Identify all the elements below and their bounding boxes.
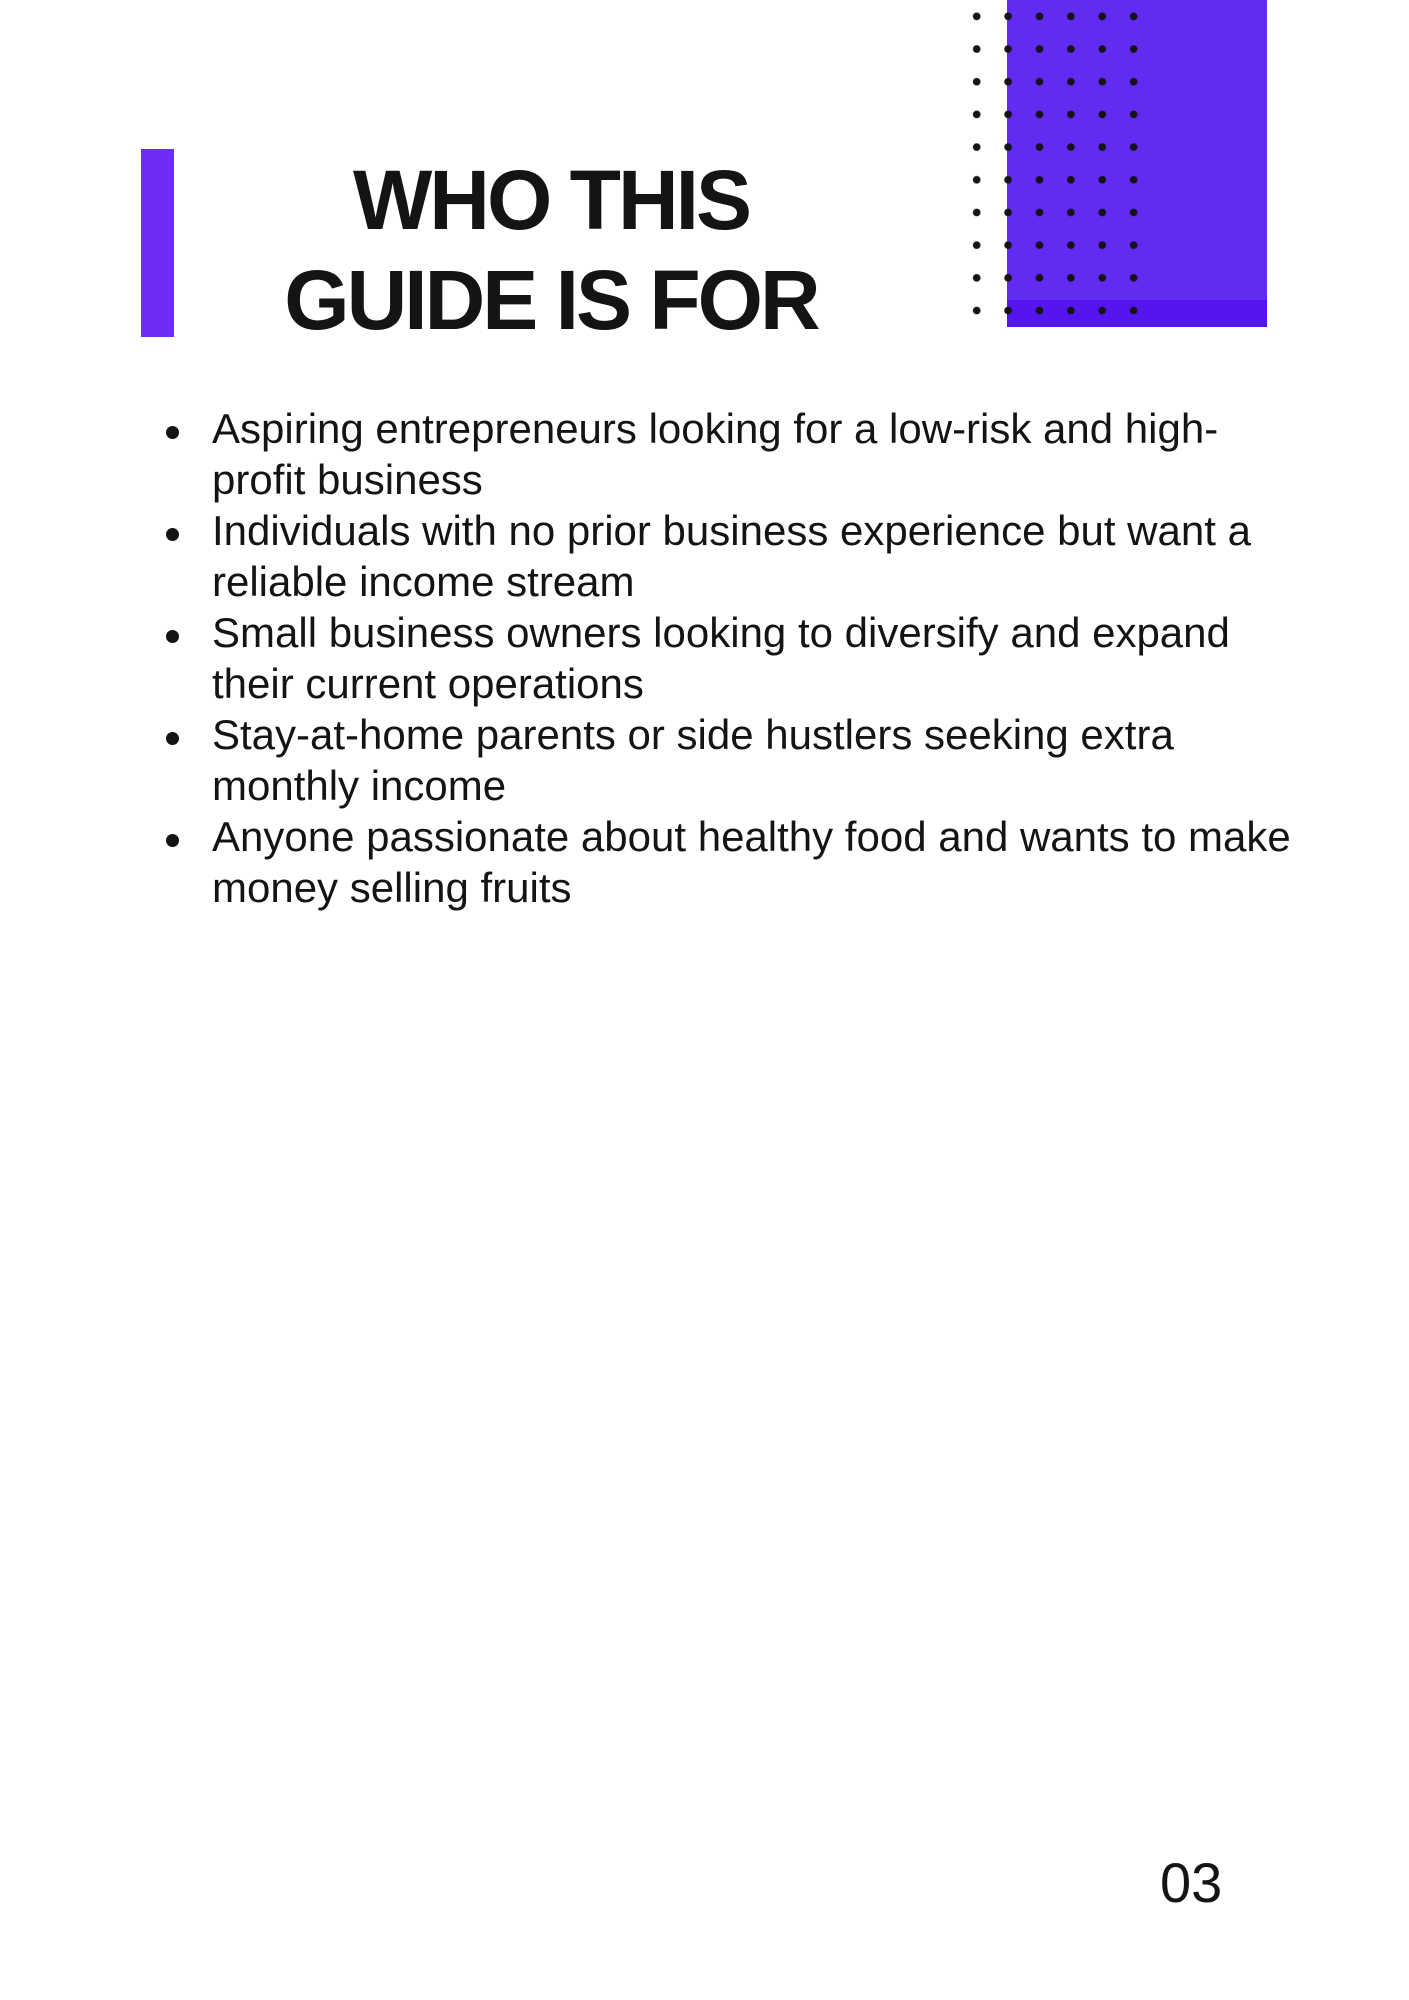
list-item-line: Stay-at-home parents or side hustlers seeking extra <box>212 711 1174 758</box>
list-item-line: Anyone passionate about healthy food and wants to make <box>212 813 1291 860</box>
page-number: 03 <box>1160 1851 1223 1914</box>
list-item-line: their current operations <box>212 660 644 707</box>
bullet-icon <box>166 834 179 847</box>
list-item-line: monthly income <box>212 762 507 809</box>
audience-list <box>166 403 1296 913</box>
bullet-icon <box>166 630 179 643</box>
bullet-icon <box>166 528 179 541</box>
list-item <box>166 607 1296 709</box>
page-title-line-1: WHO THIS <box>353 153 749 247</box>
bullet-icon <box>166 426 179 439</box>
list-item-line: profit business <box>212 456 483 503</box>
list-item-line: reliable income stream <box>212 558 635 605</box>
page-title-line-2: GUIDE IS FOR <box>284 253 818 347</box>
bullet-icon <box>166 732 179 745</box>
list-item-line: Small business owners looking to diversify and expand <box>212 609 1230 656</box>
list-item <box>166 709 1296 811</box>
list-item-line: money selling fruits <box>212 864 572 911</box>
list-item <box>166 811 1296 913</box>
page-title <box>131 150 971 350</box>
dot-grid-pattern <box>961 0 1150 327</box>
list-item-line: Individuals with no prior business experience but want a <box>212 507 1251 554</box>
list-item-line: Aspiring entrepreneurs looking for a low-risk and high- <box>212 405 1219 452</box>
list-item <box>166 505 1296 607</box>
list-item <box>166 403 1296 505</box>
